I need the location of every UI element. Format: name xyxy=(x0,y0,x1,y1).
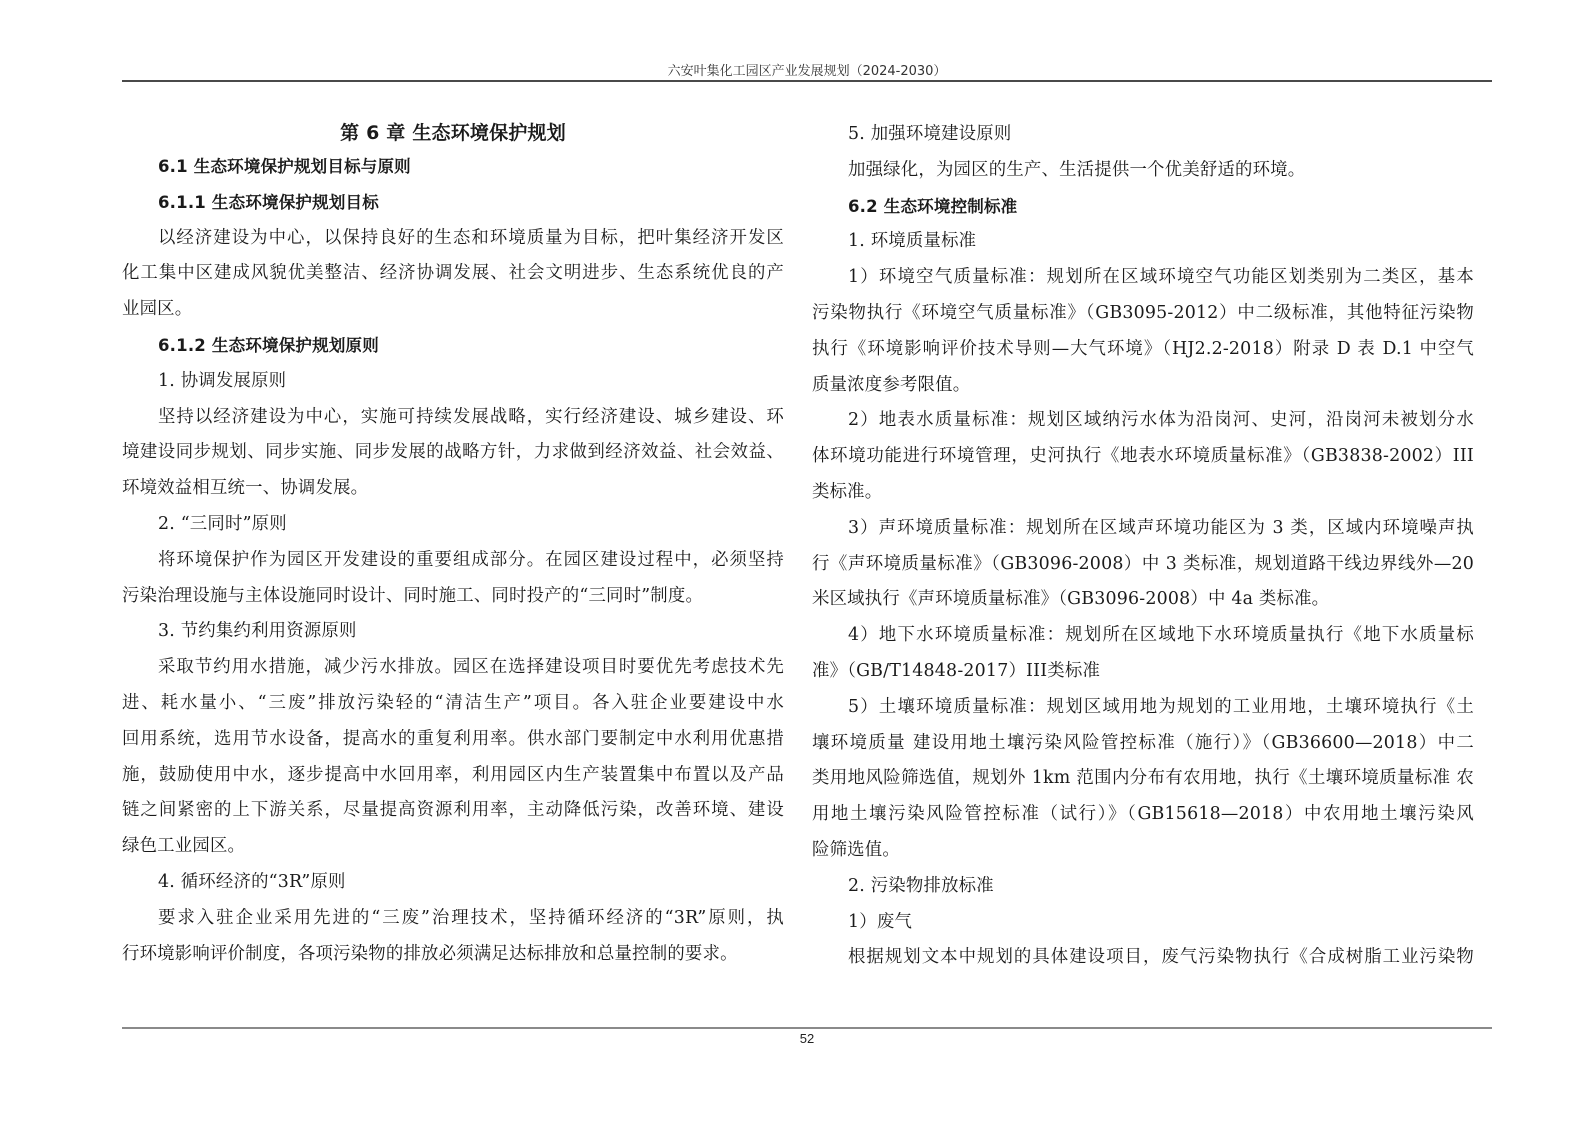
list-item-heading: 2. 污染物排放标准 xyxy=(848,875,994,896)
paragraph-line: 坚持以经济建设为中心，实施可持续发展战略，实行经济建设、城乡建设、环 xyxy=(158,406,784,427)
paragraph-line: 2）地表水质量标准：规划区域纳污水体为沿岗河、史河，沿岗河未被划分水 xyxy=(848,410,1474,431)
chapter-title: 第 6 章 生态环境保护规划 xyxy=(340,122,566,144)
page-number: 52 xyxy=(799,1031,815,1046)
paragraph-line: 执行《环境影响评价技术导则—大气环境》（HJ2.2-2018）附录 D 表 D.1 中空气 xyxy=(812,338,1474,359)
paragraph-line: 体环境功能进行环境管理，史河执行《地表水环境质量标准》（GB3838-2002）III xyxy=(812,446,1474,467)
right-column xyxy=(812,117,1474,976)
paragraph-line: 质量浓度参考限值。 xyxy=(812,374,971,395)
paragraph-line: 施，鼓励使用中水，逐步提高中水回用率，利用园区内生产装置集中布置以及产品 xyxy=(122,764,784,785)
paragraph-line: 链之间紧密的上下游关系，尽量提高资源利用率，主动降低污染，改善环境、建设 xyxy=(122,800,784,821)
paragraph-line: 用地土壤污染风险管控标准（试行）》（GB15618—2018）中农用地土壤污染风 xyxy=(812,804,1474,825)
paragraph-line: 行环境影响评价制度，各项污染物的排放必须满足达标排放和总量控制的要求。 xyxy=(122,943,738,964)
subsection-heading: 6.1.2 生态环境保护规划原则 xyxy=(158,335,379,355)
list-item-heading: 2. “三同时”原则 xyxy=(158,513,287,534)
paragraph-line: 类标准。 xyxy=(812,481,883,502)
section-heading: 6.1 生态环境保护规划目标与原则 xyxy=(158,157,411,176)
paragraph-line: 1）环境空气质量标准：规划所在区域环境空气功能区划类别为二类区，基本 xyxy=(848,267,1474,288)
paragraph-line: 根据规划文本中规划的具体建设项目，废气污染物执行《合成树脂工业污染物 xyxy=(848,947,1474,968)
paragraph-line: 污染物执行《环境空气质量标准》（GB3095-2012）中二级标准，其他特征污染物 xyxy=(812,302,1474,323)
paragraph-line: 业园区。 xyxy=(122,299,193,320)
section-heading: 6.2 生态环境控制标准 xyxy=(848,196,1018,216)
list-item-heading: 3. 节约集约利用资源原则 xyxy=(158,621,357,642)
paragraph-line: 险筛选值。 xyxy=(812,839,900,860)
paragraph-line: 化工集中区建成风貌优美整洁、经济协调发展、社会文明进步、生态系统优良的产 xyxy=(122,263,784,284)
paragraph-line: 要求入驻企业采用先进的“三废”治理技术，坚持循环经济的“3R”原则，执 xyxy=(158,907,784,928)
list-item-heading: 1. 协调发展原则 xyxy=(158,370,287,391)
left-column xyxy=(122,117,784,972)
paragraph-line: 行《声环境质量标准》（GB3096-2008）中 3 类标准，规划道路干线边界线外—20 xyxy=(812,553,1474,574)
paragraph-line: 3）声环境质量标准：规划所在区域声环境功能区为 3 类，区域内环境噪声执 xyxy=(848,517,1474,538)
paragraph-line: 污染治理设施与主体设施同时设计、同时施工、同时投产的“三同时”制度。 xyxy=(122,585,704,606)
paragraph-line: 加强绿化，为园区的生产、生活提供一个优美舒适的环境。 xyxy=(848,159,1306,180)
paragraph-line: 准》（GB/T14848-2017）III类标准 xyxy=(812,660,1101,681)
footer-divider xyxy=(122,1027,1492,1029)
paragraph-line: 进、耗水量小、“三废”排放污染轻的“清洁生产”项目。各入驻企业要建设中水 xyxy=(122,692,784,713)
header-divider xyxy=(122,80,1492,82)
paragraph-line: 类用地风险筛选值，规划外 1km 范围内分布有农用地，执行《土壤环境质量标准 农 xyxy=(812,768,1474,789)
paragraph-line: 米区域执行《声环境质量标准》（GB3096-2008）中 4a 类标准。 xyxy=(812,589,1330,610)
paragraph-line: 回用系统，选用节水设备，提高水的重复利用率。供水部门要制定中水利用优惠措 xyxy=(122,728,784,749)
paragraph-line: 以经济建设为中心，以保持良好的生态和环境质量为目标，把叶集经济开发区 xyxy=(158,227,784,248)
list-item-heading: 4. 循环经济的“3R”原则 xyxy=(158,871,346,892)
paragraph-line: 采取节约用水措施，减少污水排放。园区在选择建设项目时要优先考虑技术先 xyxy=(158,657,784,678)
paragraph-line: 5）土壤环境质量标准：规划区域用地为规划的工业用地，土壤环境执行《土 xyxy=(848,696,1474,717)
paragraph-line: 壤环境质量 建设用地土壤污染风险管控标准（施行）》（GB36600—2018）中二 xyxy=(812,732,1474,753)
paragraph-line: 绿色工业园区。 xyxy=(122,836,246,857)
running-header-title: 六安叶集化工园区产业发展规划（2024-2030） xyxy=(667,64,947,79)
list-item-heading: 5. 加强环境建设原则 xyxy=(848,124,1012,144)
paragraph-line: 境建设同步规划、同步实施、同步发展的战略方针，力求做到经济效益、社会效益、 xyxy=(122,442,784,463)
paragraph-line: 环境效益相互统一、协调发展。 xyxy=(122,478,369,499)
list-item-heading: 1. 环境质量标准 xyxy=(848,231,977,252)
paragraph-line: 4）地下水环境质量标准：规划所在区域地下水环境质量执行《地下水质量标 xyxy=(848,625,1474,646)
list-item-heading: 1）废气 xyxy=(848,911,913,932)
subsection-heading: 6.1.1 生态环境保护规划目标 xyxy=(158,192,379,212)
paragraph-line: 将环境保护作为园区开发建设的重要组成部分。在园区建设过程中，必须坚持 xyxy=(158,549,784,570)
